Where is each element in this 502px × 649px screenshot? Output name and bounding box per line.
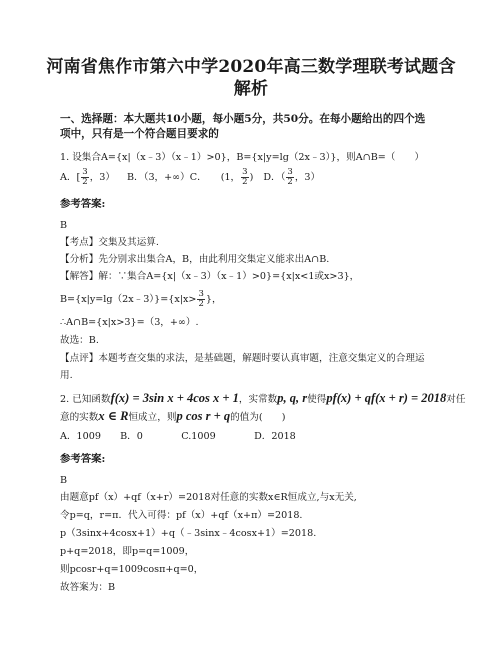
q1-option-a-bracket: [ — [76, 172, 81, 183]
q1-set-b-post: }， — [205, 294, 222, 305]
q2-options: A．1009 B．0 C.1009 D．2018 — [60, 431, 296, 442]
q2-reference-heading: 参考答案: — [60, 453, 106, 465]
q2-pre: 2. 已知函数 — [60, 394, 111, 405]
document-title-line1: 河南省焦作市第六中学2020年高三数学理联考试题含 — [46, 57, 456, 77]
q2-stem-line2 — [60, 409, 286, 425]
fraction-denominator: 2 — [198, 299, 204, 309]
q1-option-a-label: A． — [60, 172, 77, 183]
q1-choose: 故选：B. — [60, 335, 99, 346]
q1-option-d-tail: ，3） — [294, 172, 321, 183]
fraction-denominator: 2 — [287, 177, 293, 187]
q2-line2-post: 的值为( ) — [230, 412, 286, 423]
q2-answer: B — [60, 475, 68, 486]
q2-stem-line1 — [60, 391, 465, 407]
fraction-numerator: 3 — [82, 167, 88, 177]
q2-mid: ，实常数 — [238, 394, 278, 405]
q1-dianping-line1: 【点评】本题考查交集的求法，是基础题，解题时要认真审题，注意交集定义的合理运 — [60, 353, 425, 364]
q2-solution-line6: 故答案为：B — [60, 582, 116, 593]
q2-function-formula: f(x) = 3sin x + 4cos x + 1 — [110, 391, 239, 405]
q1-kaodian: 【考点】交集及其运算. — [60, 237, 159, 248]
q1-options — [60, 168, 320, 187]
q2-expression: p cos r + q — [176, 409, 231, 423]
q1-dianping-line2: 用. — [60, 370, 73, 381]
q1-option-d-label: D．（ — [263, 172, 286, 183]
q1-option-d-fraction — [286, 168, 293, 187]
section-heading-line1: 一、选择题：本大题共10小题，每小题5分，共50分。在每小题给出的四个选 — [60, 113, 426, 125]
document-title-line2: 解析 — [233, 79, 269, 99]
q1-option-a-fraction — [81, 168, 88, 187]
q1-fenxi: 【分析】先分别求出集合A，B，由此利用交集定义能求出A∩B. — [60, 254, 330, 265]
q1-reference-heading: 参考答案: — [60, 198, 106, 210]
q1-stem: 1. 设集合A={x|（x﹣3）（x﹣1）>0}，B={x|y=lg（2x﹣3）}，则A∩B=（ ） — [60, 152, 425, 163]
q1-set-b-fraction — [197, 290, 204, 309]
q2-solution-line3: p（3sinx+4cosx+1）+q（﹣3sinx﹣4cosx+1）=2018. — [60, 528, 317, 539]
q1-option-c-close: ) — [249, 172, 254, 183]
q1-answer: B — [60, 220, 68, 231]
q1-result: ∴A∩B={x|x>3}=（3，+∞）. — [60, 317, 199, 328]
fraction-denominator: 2 — [242, 177, 248, 187]
q1-option-c-open: (1， — [220, 172, 241, 183]
q2-solution-line2: 令p=q，r=π．代入可得：pf（x）+qf（x+π）=2018. — [60, 510, 303, 521]
q1-option-b: B．（3，+∞）C． — [127, 172, 207, 183]
q1-set-b-line — [60, 290, 222, 309]
q2-solution-line1: 由题意pf（x）+qf（x+r）=2018对任意的实数x∈R恒成立,与x无关, — [60, 492, 357, 503]
q2-equation: pf(x) + qf(x + r) = 2018 — [326, 391, 447, 405]
q2-solution-line5: 则pcosr+q=1009cosπ+q=0， — [60, 564, 204, 575]
q2-mid2: 使得 — [307, 394, 327, 405]
fraction-numerator: 3 — [198, 289, 204, 299]
q1-jieda: 【解答】解：∵集合A={x|（x﹣3）（x﹣1）>0}={x|x<1或x>3}， — [60, 271, 360, 282]
q2-constants: p, q, r — [277, 391, 308, 405]
q2-line2-mid: 恒成立，则 — [128, 412, 177, 423]
section-heading-line2: 项中，只有是一个符合题目要求的 — [60, 128, 219, 140]
q2-line2-pre: 意的实数 — [60, 412, 99, 423]
q1-option-a-tail: ，3） — [89, 172, 115, 183]
q2-solution-line4: p+q=2018，即p=q=1009， — [60, 546, 195, 557]
q2-post: 对任 — [446, 394, 466, 405]
q2-x-in-r: x ∈ R — [98, 409, 129, 423]
fraction-denominator: 2 — [82, 177, 88, 187]
fraction-numerator: 3 — [242, 167, 248, 177]
q1-option-c-fraction — [241, 168, 248, 187]
fraction-numerator: 3 — [287, 167, 293, 177]
q1-set-b-pre: B={x|y=lg（2x﹣3）}={x|x> — [60, 294, 197, 305]
